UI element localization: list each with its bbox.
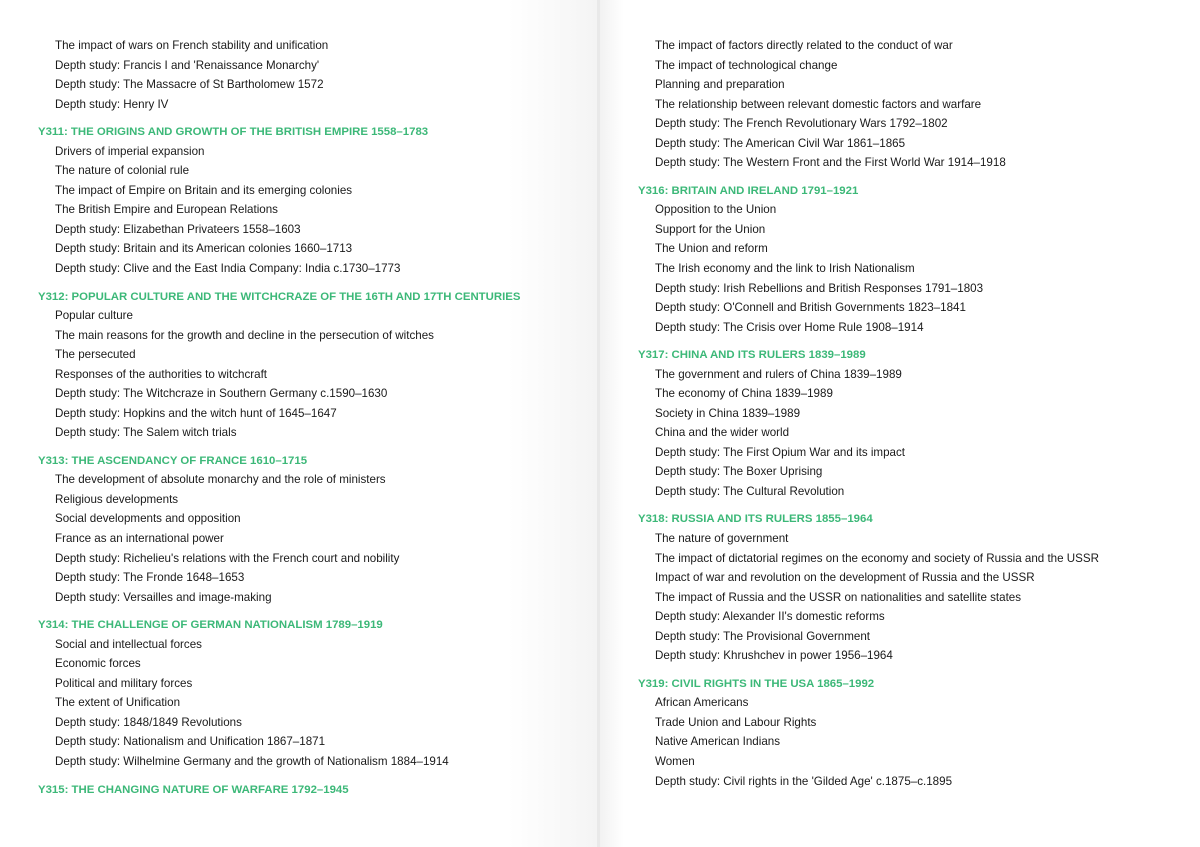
topic-item: Depth study: The Cultural Revolution	[655, 484, 845, 498]
topic-item: The impact of dictatorial regimes on the economy and society of Russia and the USSR	[655, 551, 1100, 565]
topic-item: Society in China 1839–1989	[655, 406, 801, 420]
topic-item: Drivers of imperial expansion	[55, 144, 205, 158]
topic-item: Depth study: Hopkins and the witch hunt of 1645–1647	[55, 406, 337, 420]
topic-item: The impact of factors directly related to the conduct of war	[655, 39, 953, 52]
topic-item: Popular culture	[55, 309, 133, 323]
topic-item: The relationship between relevant domestic factors and warfare	[655, 97, 982, 111]
topic-item: The Union and reform	[655, 242, 768, 256]
topic-item: The nature of government	[655, 531, 789, 545]
topic-item: Depth study: Irish Rebellions and British Responses 1791–1803	[655, 281, 984, 295]
topic-item: Depth study: Henry IV	[55, 97, 169, 111]
topic-item: Support for the Union	[655, 222, 766, 236]
unit-heading: Y311: THE ORIGINS AND GROWTH OF THE BRITISH EMPIRE 1558–1783	[38, 126, 429, 139]
topic-item: France as an international power	[55, 531, 224, 545]
topic-item: Depth study: The First Opium War and its impact	[655, 445, 905, 459]
topic-item: Depth study: The Provisional Government	[655, 629, 871, 643]
topic-item: The extent of Unification	[55, 696, 181, 710]
topic-item: Impact of war and revolution on the development of Russia and the USSR	[655, 571, 1035, 585]
topic-item: Depth study: The Witchcraze in Southern Germany c.1590–1630	[55, 387, 388, 401]
unit-heading: Y312: POPULAR CULTURE AND THE WITCHCRAZE OF THE 16TH AND 17TH CENTURIES	[38, 290, 521, 303]
topic-item: Depth study: Khrushchev in power 1956–1964	[655, 649, 893, 663]
topic-item: The British Empire and European Relations	[55, 203, 278, 217]
unit-heading: Y314: THE CHALLENGE OF GERMAN NATIONALISM 1789–1919	[38, 619, 383, 632]
topic-item: Religious developments	[55, 492, 179, 506]
topic-item: Planning and preparation	[655, 78, 785, 92]
topic-item: Depth study: Alexander II's domestic reforms	[655, 610, 885, 624]
topic-item: Depth study: 1848/1849 Revolutions	[55, 715, 242, 729]
topic-item: Depth study: Francis I and 'Renaissance Monarchy'	[55, 58, 320, 72]
topic-item: Depth study: The American Civil War 1861–1865	[655, 136, 906, 150]
topic-item: The Irish economy and the link to Irish Nationalism	[655, 261, 915, 275]
topic-item: African Americans	[655, 696, 749, 710]
topic-item: Depth study: Clive and the East India Company: India c.1730–1773	[55, 261, 401, 275]
left-page	[0, 0, 598, 847]
topic-item: Depth study: Civil rights in the 'Gilded Age' c.1875–c.1895	[655, 774, 953, 788]
right-page	[600, 0, 1200, 847]
topic-item: The development of absolute monarchy and the role of ministers	[55, 473, 386, 487]
right-column	[638, 36, 1099, 791]
topic-item: Depth study: Versailles and image-making	[55, 590, 272, 604]
topic-item: Depth study: Richelieu's relations with the French court and nobility	[55, 551, 400, 565]
topic-item: Depth study: The Salem witch trials	[55, 426, 237, 440]
topic-item: The economy of China 1839–1989	[655, 387, 833, 401]
topic-item: Depth study: The Crisis over Home Rule 1908–1914	[655, 320, 924, 334]
unit-heading: Y317: CHINA AND ITS RULERS 1839–1989	[638, 349, 866, 362]
unit-heading: Y315: THE CHANGING NATURE OF WARFARE 1792–1945	[38, 783, 349, 796]
topic-item: Depth study: The Massacre of St Bartholomew 1572	[55, 78, 324, 92]
unit-heading: Y313: THE ASCENDANCY OF FRANCE 1610–1715	[38, 454, 308, 467]
topic-item: Native American Indians	[655, 735, 781, 749]
topic-item: Women	[655, 754, 695, 768]
topic-item: Depth study: The Fronde 1648–1653	[55, 571, 245, 585]
topic-item: Depth study: Nationalism and Unification 1867–1871	[55, 735, 326, 749]
topic-item: The impact of Empire on Britain and its emerging colonies	[55, 183, 353, 197]
topic-item: Depth study: O'Connell and British Governments 1823–1841	[655, 301, 966, 315]
topic-item: Opposition to the Union	[655, 203, 777, 217]
topic-item: Social and intellectual forces	[55, 637, 202, 651]
topic-item: China and the wider world	[655, 426, 790, 440]
topic-item: The main reasons for the growth and decline in the persecution of witches	[55, 328, 434, 342]
topic-item: Depth study: Elizabethan Privateers 1558–1603	[55, 222, 301, 236]
topic-item: Depth study: Wilhelmine Germany and the growth of Nationalism 1884–1914	[55, 754, 449, 768]
topic-item: Economic forces	[55, 657, 141, 671]
topic-item: The persecuted	[55, 348, 136, 362]
topic-item: The impact of wars on French stability and unification	[55, 39, 329, 52]
topic-item: Depth study: Britain and its American colonies 1660–1713	[55, 242, 353, 256]
topic-item: Trade Union and Labour Rights	[655, 715, 817, 729]
unit-heading: Y319: CIVIL RIGHTS IN THE USA 1865–1992	[638, 677, 875, 690]
left-column	[38, 36, 520, 799]
topic-item: The impact of technological change	[655, 58, 838, 72]
topic-item: Political and military forces	[55, 676, 193, 690]
topic-item: Depth study: The Western Front and the First World War 1914–1918	[655, 156, 1006, 170]
unit-heading: Y318: RUSSIA AND ITS RULERS 1855–1964	[638, 513, 873, 526]
topic-item: The impact of Russia and the USSR on nationalities and satellite states	[655, 590, 1022, 604]
topic-item: Depth study: The French Revolutionary Wars 1792–1802	[655, 117, 948, 131]
topic-item: Social developments and opposition	[55, 512, 241, 526]
topic-item: The government and rulers of China 1839–1989	[655, 367, 902, 381]
unit-heading: Y316: BRITAIN AND IRELAND 1791–1921	[638, 184, 859, 197]
topic-item: Depth study: The Boxer Uprising	[655, 465, 823, 479]
topic-item: Responses of the authorities to witchcraft	[55, 367, 268, 381]
topic-item: The nature of colonial rule	[55, 164, 190, 178]
